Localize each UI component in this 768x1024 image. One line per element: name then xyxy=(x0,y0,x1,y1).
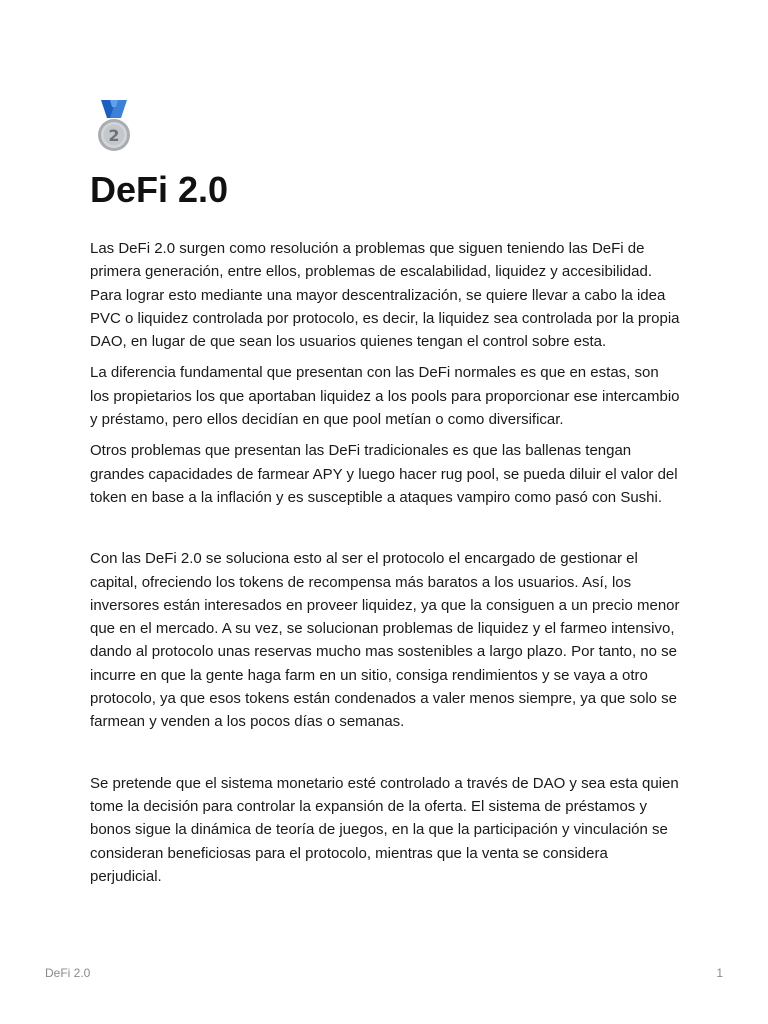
paragraph-solution: Con las DeFi 2.0 se soluciona esto al ser el protocolo el encargado de gestionar el capital, ofreciendo los tokens de recompensa más baratos a los usuarios. Así, los inversores están interesados en proveer liquidez, ya que la consiguen a un precio menor que en el mercado. A su vez, se solucionan problemas de liquidez y el farmeo intensivo, dando al protocolo unas reservas mucho mas sostenibles a largo plazo. Por tanto, no se incurre en que la gente haga farm en un sitio, consiga rendimientos y se vaya a otro protocolo, ya que esos tokens están condenados a valer menos siempre, ya que solo se farmean y venden a los pocos días o semanas. xyxy=(90,550,680,731)
paragraph-spacer xyxy=(90,517,682,547)
medal-number: 2 xyxy=(108,126,120,145)
paragraph-monetary-system: Se pretende que el sistema monetario esté controlado a través de DAO y sea esta quien tome la decisión para controlar la expansión de la oferta. El sistema de préstamos y bonos sigue la dinámica de teoría de juegos, en la que la participación y vinculación se consideran beneficiosas para el protocolo, mientras que la venta se considera perjudicial. xyxy=(90,774,679,885)
paragraph-spacer xyxy=(90,742,682,772)
page-title: DeFi 2.0 xyxy=(90,169,229,210)
paragraph-problems: Otros problemas que presentan las DeFi tradicionales es que las ballenas tengan grandes capacidades de farmear APY y luego hacer rug pool, se pueda diluir el valor del token en base a la inflación y es susceptible a ataques vampiro como pasó con Sushi. xyxy=(90,442,678,506)
footer-page-number: 1 xyxy=(716,966,723,980)
footer-document-title: DeFi 2.0 xyxy=(45,966,91,980)
paragraph-difference: La diferencia fundamental que presentan con las DeFi normales es que en estas, son los propietarios los que aportaban liquidez a los pools para proporcionar ese intercambio y préstamo, pero ellos decidían en que pool metían o como diversificar. xyxy=(90,364,680,429)
page-content xyxy=(90,98,682,896)
paragraph-intro: Las DeFi 2.0 surgen como resolución a problemas que siguen teniendo las DeFi de primera generación, entre ellos, problemas de escalabilidad, liquidez y accesibilidad. Para lograr esto mediante una mayor descentralización, se quiere llevar a cabo la idea PVC o liquidez controlada por protocolo, es decir, la liquidez sea controlada por la propia DAO, en lugar de que sean los usuarios quienes tengan el control sobre esta. xyxy=(90,240,680,351)
second-place-medal-icon xyxy=(90,98,138,154)
